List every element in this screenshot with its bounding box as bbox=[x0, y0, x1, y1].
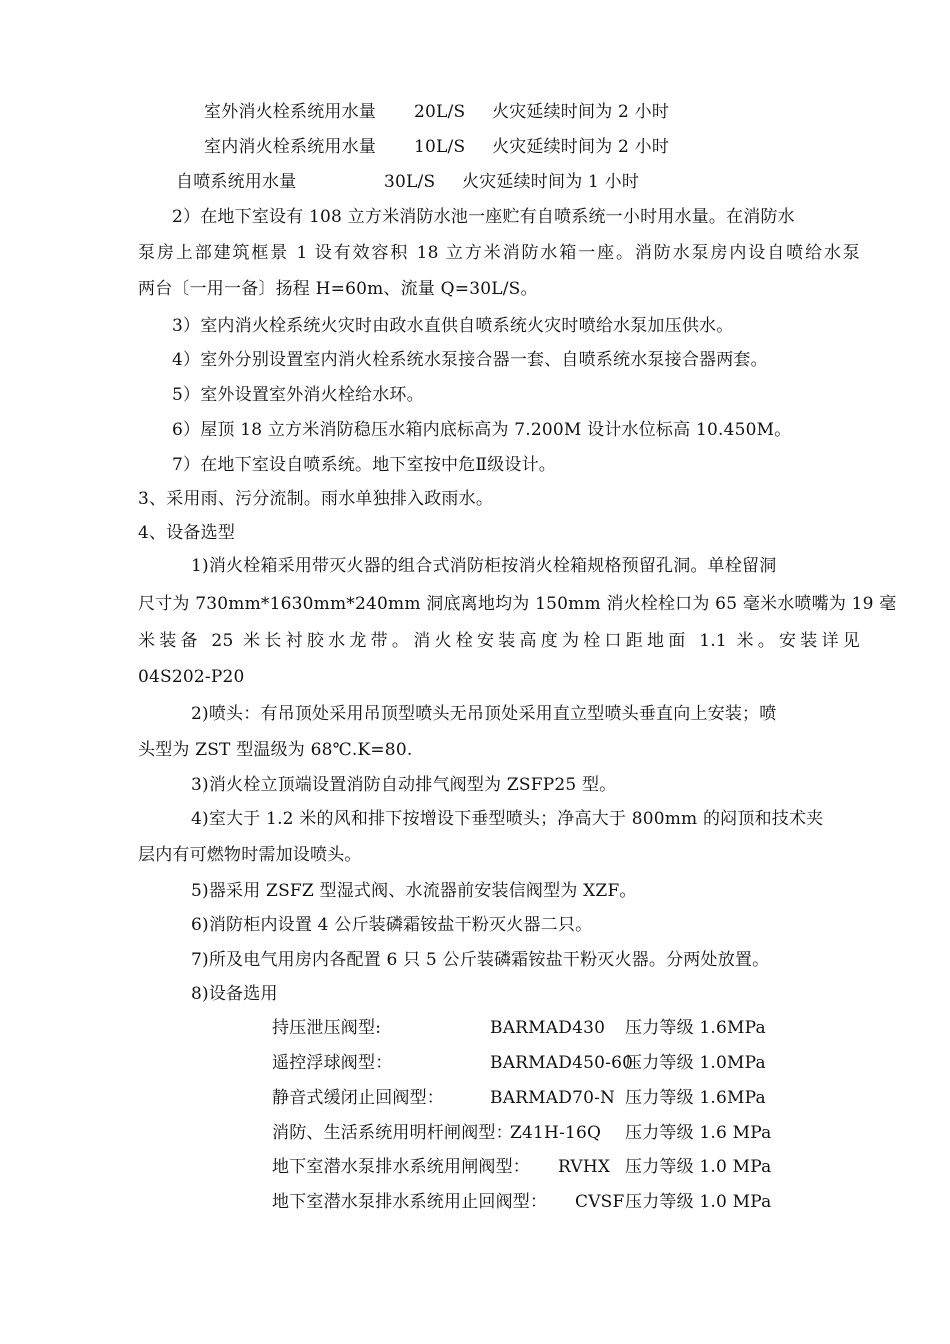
equipment-pressure: 压力等级 1.6MPa bbox=[625, 1088, 766, 1108]
equipment-pressure: 压力等级 1.0 MPa bbox=[625, 1157, 772, 1177]
equipment-name: 地下室潜水泵排水系统用闸阀型： bbox=[272, 1157, 530, 1177]
water-name: 室内消火栓系统用水量 bbox=[204, 137, 376, 157]
equipment-model: BARMAD70-N bbox=[490, 1088, 616, 1108]
equip-4-line-1: 4)室大于 1.2 米的风和排下按增设下垂型喷头；净高大于 800mm 的闷顶和技术夹 bbox=[191, 809, 824, 829]
equipment-pressure: 压力等级 1.6MPa bbox=[625, 1018, 766, 1038]
item-2-line-3: 两台〔一用一备〕扬程 H=60m、流量 Q=30L/S。 bbox=[138, 279, 538, 299]
item-6: 6）屋顶 18 立方米消防稳压水箱内底标高为 7.200M 设计水位标高 10.450M。 bbox=[172, 420, 792, 440]
water-duration: 火灾延续时间为 1 小时 bbox=[462, 172, 640, 192]
equip-5: 5)器采用 ZSFZ 型湿式阀、水流器前安装信阀型为 XZF。 bbox=[191, 881, 637, 901]
equipment-pressure: 压力等级 1.0MPa bbox=[625, 1053, 766, 1073]
water-name: 室外消火栓系统用水量 bbox=[204, 102, 376, 122]
equip-1-line-1: 1)消火栓箱采用带灭火器的组合式消防柜按消火栓箱规格预留孔洞。单栓留洞 bbox=[191, 556, 777, 576]
water-name: 自喷系统用水量 bbox=[176, 172, 297, 192]
equipment-name: 地下室潜水泵排水系统用止回阀型： bbox=[272, 1192, 548, 1212]
equipment-name: 消防、生活系统用明杆闸阀型： bbox=[272, 1123, 513, 1143]
equipment-pressure: 压力等级 1.0 MPa bbox=[625, 1192, 772, 1212]
equip-2-line-2: 头型为 ZST 型温级为 68℃.K=80. bbox=[138, 740, 413, 760]
water-duration: 火灾延续时间为 2 小时 bbox=[492, 102, 670, 122]
equipment-name: 持压泄压阀型: bbox=[272, 1018, 382, 1038]
item-3: 3）室内消火栓系统火灾时由政水直供自喷系统火灾时喷给水泵加压供水。 bbox=[172, 316, 734, 336]
section-3: 3、采用雨、污分流制。雨水单独排入政雨水。 bbox=[138, 489, 494, 509]
item-2-line-1: 2）在地下室设有 108 立方米消防水池一座贮有自喷系统一小时用水量。在消防水 bbox=[172, 207, 795, 227]
equipment-model: BARMAD450-60 bbox=[490, 1053, 634, 1073]
equipment-pressure: 压力等级 1.6 MPa bbox=[625, 1123, 772, 1143]
equipment-model: RVHX bbox=[558, 1157, 611, 1177]
item-2-line-2: 泵房上部建筑框景 1 设有效容积 18 立方米消防水箱一座。消防水泵房内设自喷给水泵 bbox=[138, 243, 860, 263]
equip-1-line-3: 米装备 25 米长衬胶水龙带。消火栓安装高度为栓口距地面 1.1 米。安装详见 bbox=[138, 631, 860, 651]
equipment-model: BARMAD430 bbox=[490, 1018, 606, 1038]
equip-1-line-2: 尺寸为 730mm*1630mm*240mm 洞底离地均为 150mm 消火栓栓口为 65 毫米水喷嘴为 19 毫 bbox=[138, 594, 897, 614]
equipment-model: Z41H-16Q bbox=[510, 1123, 602, 1143]
equipment-name: 遥控浮球阀型： bbox=[272, 1053, 393, 1073]
equipment-name: 静音式缓闭止回阀型： bbox=[272, 1088, 444, 1108]
equip-4-line-2: 层内有可燃物时需加设喷头。 bbox=[138, 845, 362, 865]
water-amount: 30L/S bbox=[384, 172, 436, 192]
equip-7: 7)所及电气用房内各配置 6 只 5 公斤装磷霜铵盐干粉灭火器。分两处放置。 bbox=[191, 950, 770, 970]
item-4: 4）室外分别设置室内消火栓系统水泵接合器一套、自喷系统水泵接合器两套。 bbox=[172, 350, 768, 370]
equip-2-line-1: 2)喷头：有吊顶处采用吊顶型喷头无吊顶处采用直立型喷头垂直向上安装；喷 bbox=[191, 704, 777, 724]
equip-6: 6)消防柜内设置 4 公斤装磷霜铵盐干粉灭火器二只。 bbox=[191, 915, 593, 935]
water-duration: 火灾延续时间为 2 小时 bbox=[492, 137, 670, 157]
equip-8-heading: 8)设备选用 bbox=[191, 984, 278, 1004]
equipment-model: CVSF bbox=[575, 1192, 625, 1212]
equip-3: 3)消火栓立顶端设置消防自动排气阀型为 ZSFP25 型。 bbox=[191, 775, 617, 795]
water-amount: 20L/S bbox=[414, 102, 466, 122]
equip-1-line-4: 04S202-P20 bbox=[138, 667, 245, 687]
section-4-heading: 4、设备选型 bbox=[138, 523, 236, 543]
item-7: 7）在地下室设自喷系统。地下室按中危Ⅱ级设计。 bbox=[172, 455, 556, 475]
water-amount: 10L/S bbox=[414, 137, 466, 157]
item-5: 5）室外设置室外消火栓给水环。 bbox=[172, 385, 424, 405]
